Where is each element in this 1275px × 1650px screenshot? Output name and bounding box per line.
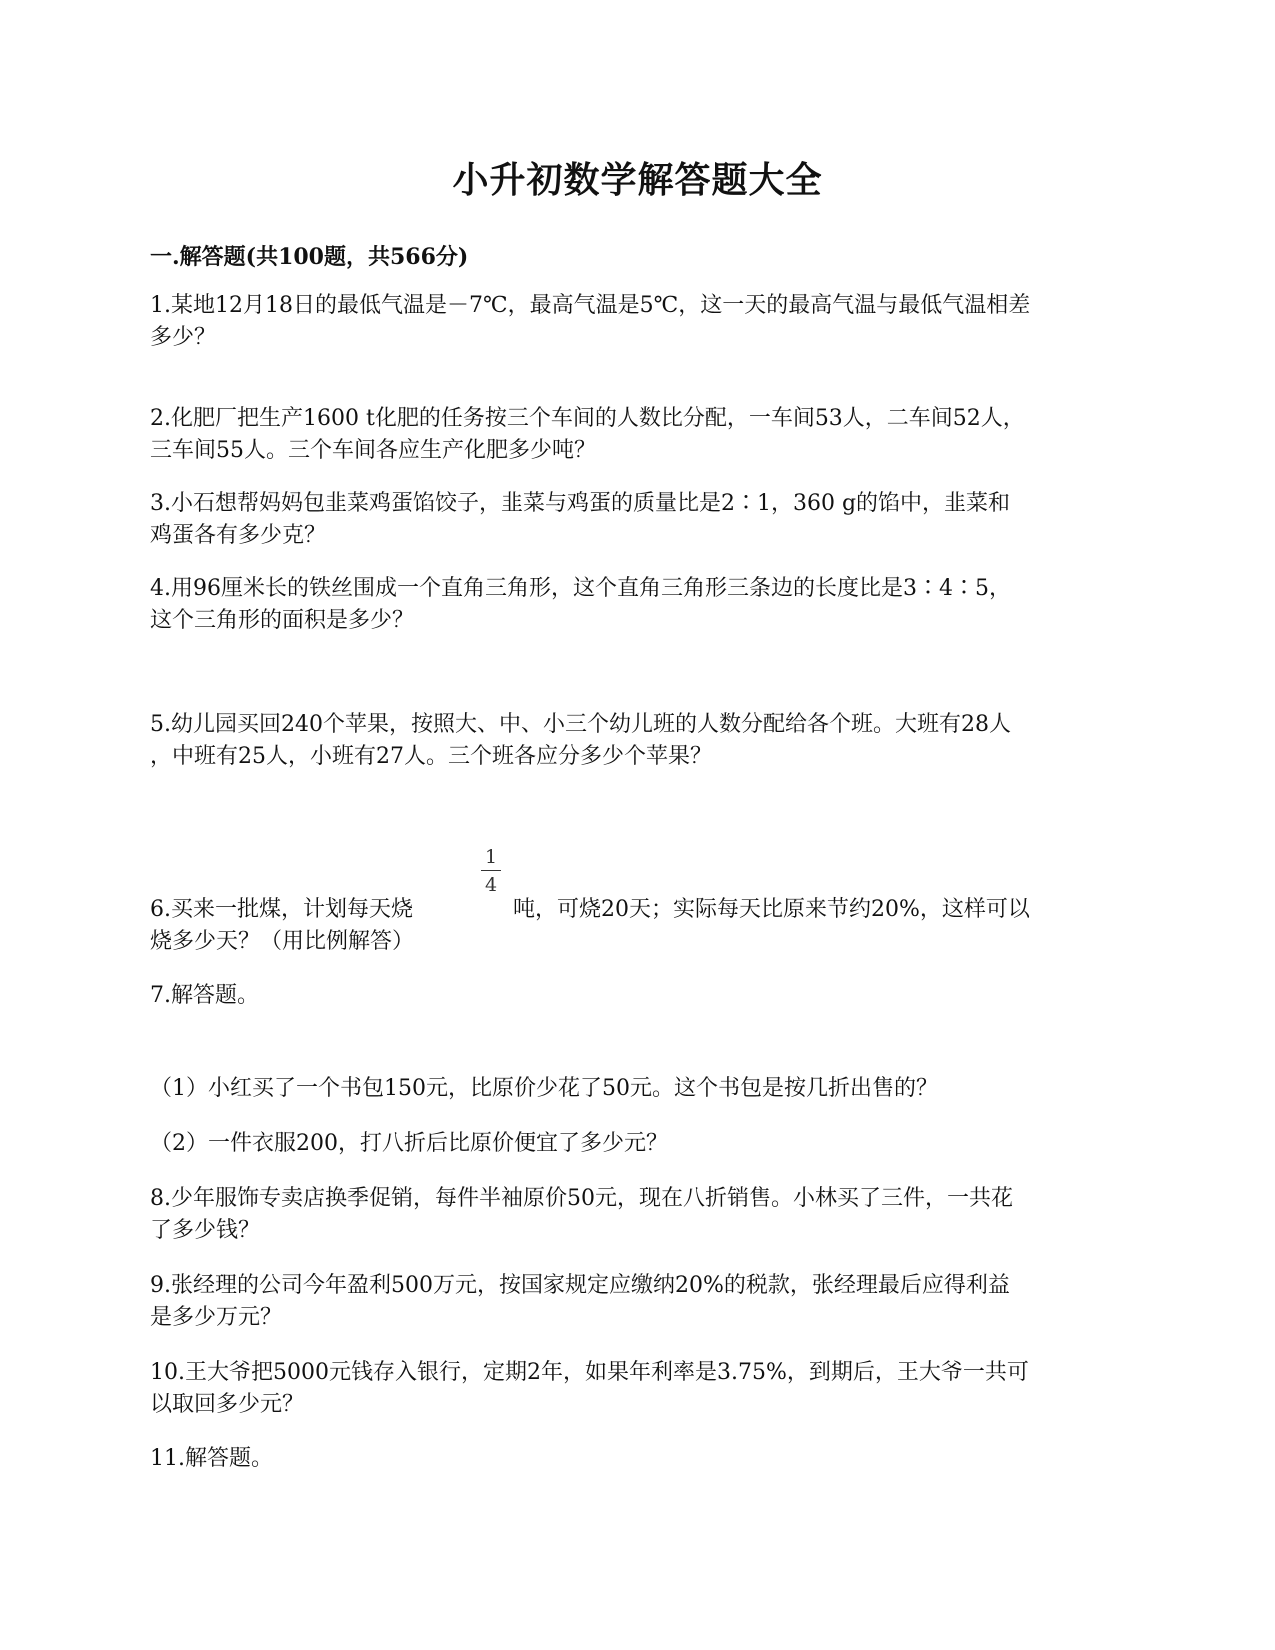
question-11 [150,1443,1120,1475]
fraction-bar [481,870,501,871]
question-7 [150,980,1120,1012]
question-3 [150,488,1120,552]
question-3-line-1: 3.小石想帮妈妈包韭菜鸡蛋馅饺子，韭菜与鸡蛋的质量比是2∶1，360 g的馅中，韭菜和 [150,491,1011,516]
question-7-sub-1 [150,1073,1120,1105]
question-1 [150,290,1120,354]
question-8 [150,1183,1120,1247]
question-6-line-1 [150,894,1120,926]
question-7-sub-2 [150,1128,1120,1160]
question-1-line-2: 多少？ [150,325,217,350]
question-10-line-1: 10.王大爷把5000元钱存入银行，定期2年，如果年利率是3.75%，到期后，王大爷一共可 [150,1360,1029,1385]
fraction-one-quarter [480,846,502,896]
question-2 [150,403,1120,467]
question-9-line-1: 9.张经理的公司今年盈利500万元，按国家规定应缴纳20%的税款，张经理最后应得利益 [150,1273,1010,1298]
question-6-line-1-end: 吨，可烧20天；实际每天比原来节约20%，这样可以 [513,897,1030,922]
question-7-line-1: 7.解答题。 [150,983,259,1008]
question-9-line-2: 是多少万元？ [150,1305,283,1330]
fraction-numerator: 1 [484,846,498,868]
question-2-line-1: 2.化肥厂把生产1600 t化肥的任务按三个车间的人数比分配，一车间53人，二车间52人， [150,406,1025,431]
question-2-line-2: 三车间55人。三个车间各应生产化肥多少吨？ [150,438,596,463]
question-9 [150,1270,1120,1334]
question-6-line-2: 烧多少天？（用比例解答） [150,929,415,954]
question-10-line-2: 以取回多少元？ [150,1392,305,1417]
question-4 [150,573,1120,637]
question-5-line-1: 5.幼儿园买回240个苹果，按照大、中、小三个幼儿班的人数分配给各个班。大班有28人 [150,712,1011,737]
question-11-line-1: 11.解答题。 [150,1446,273,1471]
question-6-line-1-start: 6.买来一批煤，计划每天烧 [150,897,413,922]
page-title: 小升初数学解答题大全 [452,159,823,201]
question-7-sub-1-text: （1）小红买了一个书包150元，比原价少花了50元。这个书包是按几折出售的？ [150,1076,938,1101]
fraction-denominator: 4 [484,874,498,896]
question-7-sub-2-text: （2）一件衣服200，打八折后比原价便宜了多少元？ [150,1131,668,1156]
question-1-line-1: 1.某地12月18日的最低气温是－7℃，最高气温是5℃，这一天的最高气温与最低气温相差 [150,293,1031,318]
question-5 [150,709,1120,773]
question-10 [150,1357,1120,1421]
question-3-line-2: 鸡蛋各有多少克？ [150,523,327,548]
question-4-line-2: 这个三角形的面积是多少？ [150,608,415,633]
question-4-line-1: 4.用96厘米长的铁丝围成一个直角三角形，这个直角三角形三条边的长度比是3∶4∶5， [150,576,1011,601]
section-heading: 一.解答题(共100题，共566分) [150,244,469,270]
question-6 [150,894,1120,958]
question-8-line-1: 8.少年服饰专卖店换季促销，每件半袖原价50元，现在八折销售。小林买了三件，一共花 [150,1186,1013,1211]
question-8-line-2: 了多少钱？ [150,1218,261,1243]
question-5-line-2: ，中班有25人，小班有27人。三个班各应分多少个苹果？ [150,744,712,769]
